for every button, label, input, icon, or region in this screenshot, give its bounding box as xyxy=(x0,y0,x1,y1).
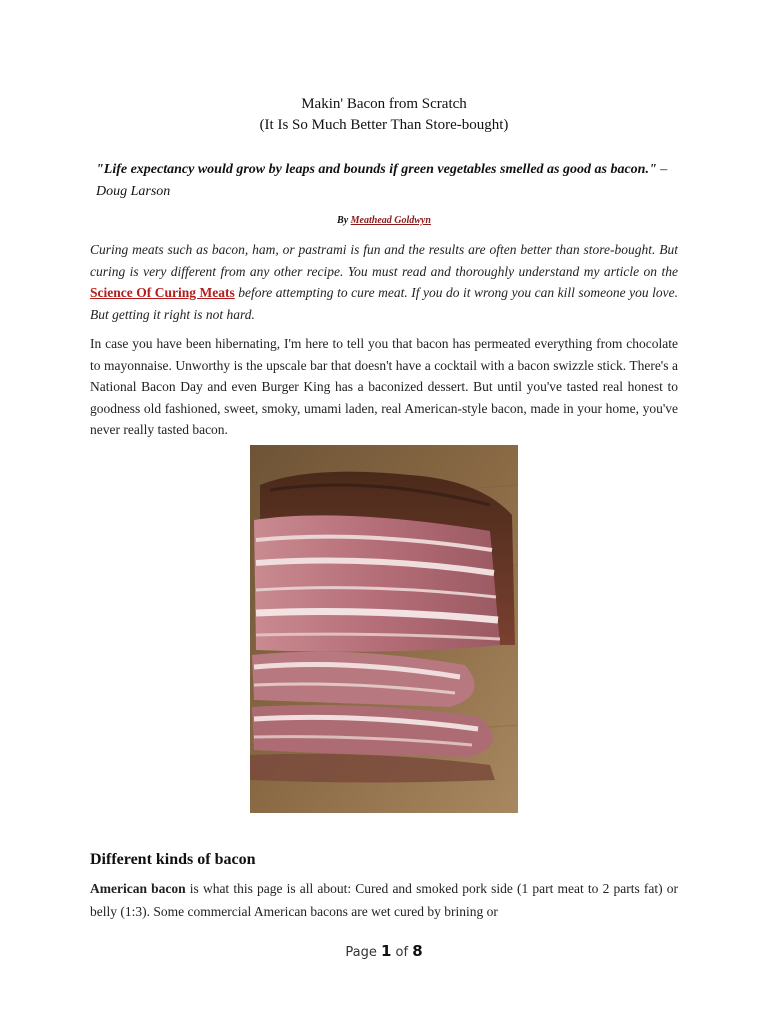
bacon-photo xyxy=(250,445,518,813)
body-paragraph: In case you have been hibernating, I'm here to tell you that bacon has permeated everything from chocolate to mayonnaise. Unworthy is the upscale bar that doesn't have a cocktail with a bacon swizzle stick. There's a National Bacon Day and even Burger King has a baconized dessert. But until you've tasted real honest to goodness old fashioned, sweet, smoky, umami laden, real American-style bacon, made in your home, you've never really tasted bacon. xyxy=(90,336,678,437)
footer-page-current: 1 xyxy=(380,942,392,960)
footer-page-word: Page xyxy=(345,945,381,960)
title-line-2: (It Is So Much Better Than Store-bought) xyxy=(259,117,509,133)
quote-text: "Life expectancy would grow by leaps and bounds if green vegetables smelled as good as bacon." xyxy=(96,162,657,177)
author-link[interactable]: Meathead Goldwyn xyxy=(350,215,431,226)
american-bacon-term: American bacon xyxy=(90,881,186,896)
section-heading: Different kinds of bacon xyxy=(90,851,256,868)
page-footer xyxy=(0,942,768,960)
epigraph-quote xyxy=(96,159,674,203)
byline xyxy=(90,215,678,226)
body-paragraph-2 xyxy=(90,877,678,923)
intro-paragraph xyxy=(90,239,678,325)
footer-page-total: 8 xyxy=(412,942,423,960)
intro-text-after: before attempting to cure meat. If you do it wrong you can kill someone you love. But getting it right is not hard. xyxy=(90,285,678,322)
footer-of-word: of xyxy=(391,945,413,960)
title-line-1: Makin' Bacon from Scratch xyxy=(301,96,467,112)
para2-text: is what this page is all about: Cured and smoked pork side (1 part meat to 2 parts fat) or belly (1:3). Some commercial American bacons are wet cured by brining or xyxy=(90,881,678,919)
byline-prefix: By xyxy=(337,215,351,226)
science-of-curing-link[interactable]: Science Of Curing Meats xyxy=(90,285,235,300)
intro-text-before: Curing meats such as bacon, ham, or pastrami is fun and the results are often better than store-bought. But curing is very different from any other recipe. You must read and thoroughly understand my article on the xyxy=(90,242,678,279)
bacon-slab-illustration xyxy=(250,445,518,813)
quote-author: –Doug Larson xyxy=(96,162,668,199)
document-title xyxy=(90,94,678,136)
